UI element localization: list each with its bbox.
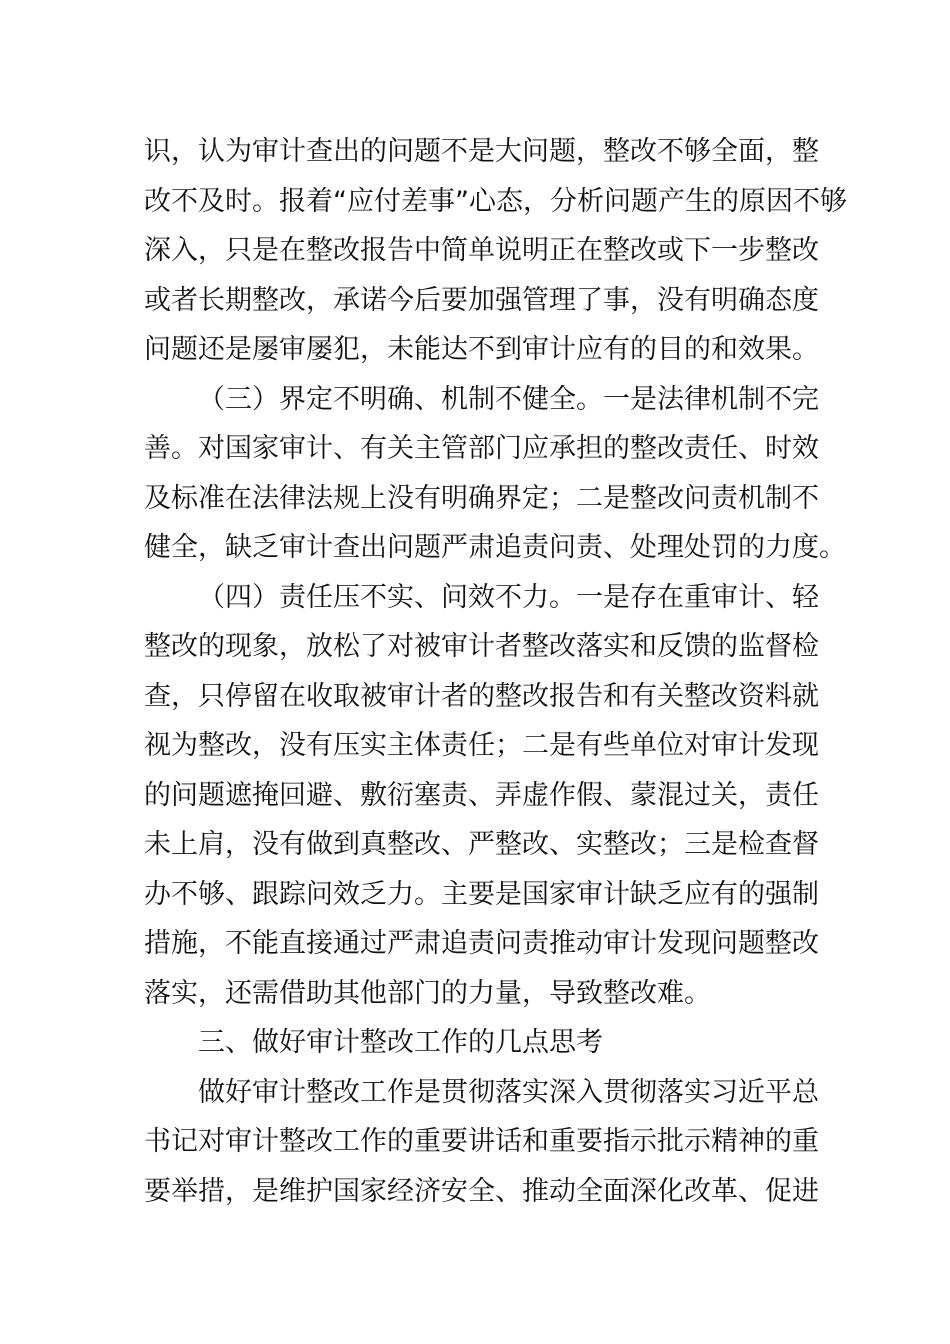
section-heading-three: （三）界定不明确、机制不健全。一是法律机制不完 [198,383,819,415]
paragraph-last-line: 落实，还需借助其他部门的力量，导致整改难。 [144,977,711,1009]
text-line: 或者长期整改，承诺今后要加强管理了事，没有明确态度 [144,284,819,316]
chapter-heading: 三、做好审计整改工作的几点思考 [198,1027,603,1058]
text-line: 办不够、跟踪问效乏力。主要是国家审计缺乏应有的强制 [144,878,819,910]
text-line: 措施，不能直接通过严肃追责问责推动审计发现问题整改 [144,928,819,959]
text-line: 书记对审计整改工作的重要讲话和重要指示批示精神的重 [144,1126,819,1157]
paragraph-last-line: 问题还是屡审屡犯，未能达不到审计应有的目的和效果。 [144,334,819,365]
text-line: 识，认为审计查出的问题不是大问题，整改不够全面，整 [144,136,819,167]
text-line: 的问题遮掩回避、敷衍塞责、弄虚作假、蒙混过关，责任 [144,779,819,811]
document-body [144,127,847,1216]
text-line: 整改的现象，放松了对被审计者整改落实和反馈的监督检 [144,631,819,662]
text-line: 要举措，是维护国家经济安全、推动全面深化改革、促进 [144,1175,819,1207]
section-heading-four: （四）责任压不实、问效不力。一是存在重审计、轻 [198,581,819,613]
text-line: 及标准在法律法规上没有明确界定；二是整改问责机制不 [144,482,819,514]
paragraph-last-line: 健全，缺乏审计查出问题严肃追责问责、处理处罚的力度。 [144,532,846,563]
text-line: 未上肩，没有做到真整改、严整改、实整改；三是检查督 [144,829,819,860]
text-line: 改不及时。报着“应付差事”心态，分析问题产生的原因不够 [144,185,847,217]
text-line: 深入，只是在整改报告中简单说明正在整改或下一步整改 [144,235,819,266]
text-line: 查，只停留在收取被审计者的整改报告和有关整改资料就 [144,680,819,712]
text-line: 做好审计整改工作是贯彻落实深入贯彻落实习近平总 [198,1076,819,1108]
text-line: 视为整改，没有压实主体责任；二是有些单位对审计发现 [144,730,819,761]
text-line: 善。对国家审计、有关主管部门应承担的整改责任、时效 [144,433,819,464]
